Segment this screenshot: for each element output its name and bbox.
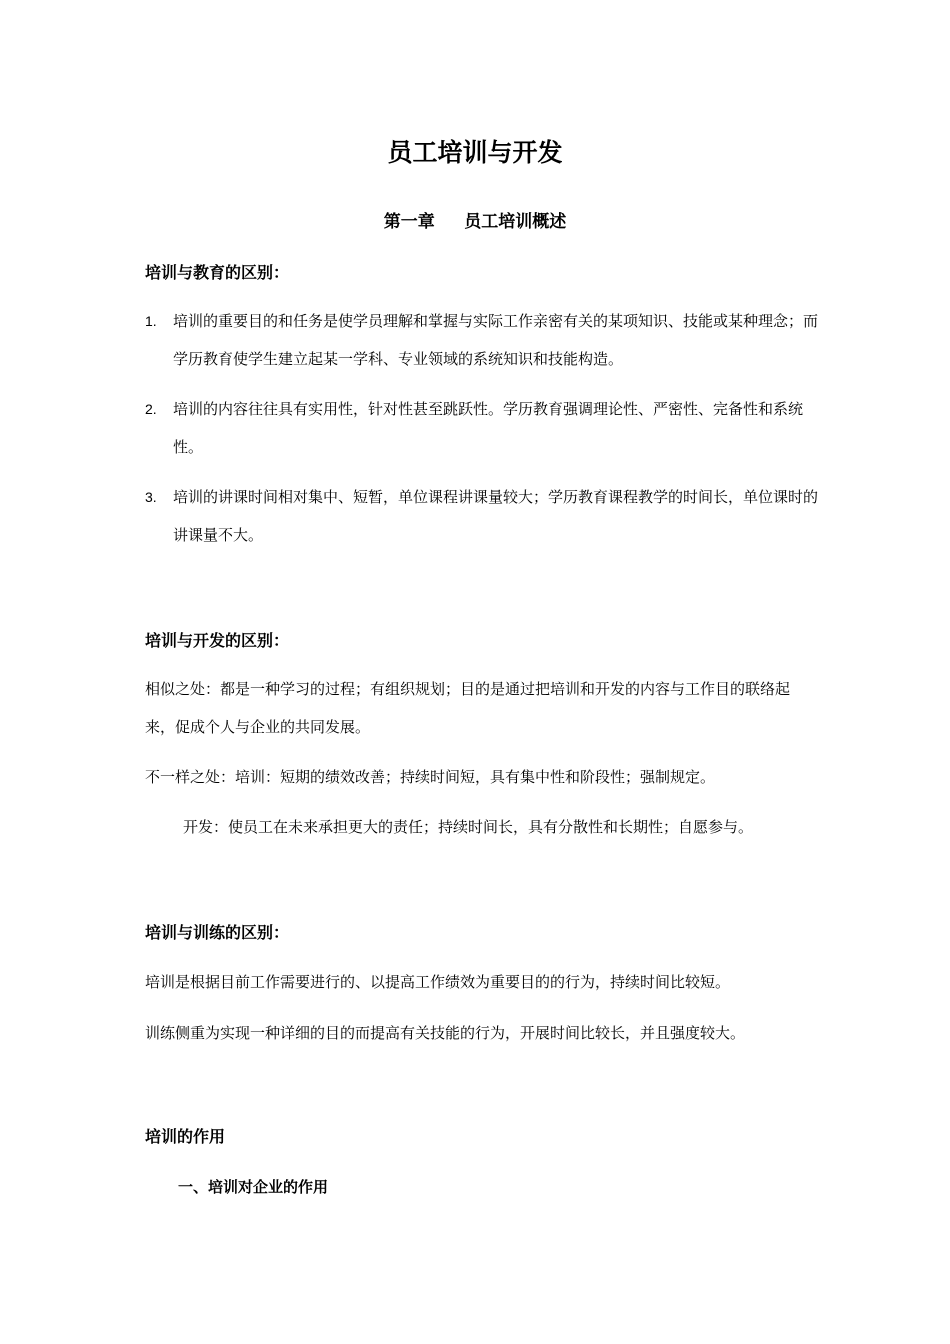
list-item-text: 培训的重要目的和任务是使学员理解和掌握与实际工作亲密有关的某项知识、技能或某种理念；而学历教育使学生建立起某一学科、专业领域的系统知识和技能构造。: [173, 312, 819, 368]
list-item: [145, 478, 820, 554]
list-item: [145, 390, 820, 466]
paragraph-training-definition: 培训是根据目前工作需要进行的、以提高工作绩效为重要目的的行为，持续时间比较短。: [145, 973, 731, 991]
section-heading-training-vs-drill: 培训与训练的区别：: [145, 923, 290, 942]
list-item-number: 1.: [145, 313, 157, 329]
list-item: [145, 302, 820, 378]
chapter-heading: 第一章 员工培训概述: [383, 212, 567, 232]
list-item-text: 培训的内容往往具有实用性，针对性甚至跳跃性。学历教育强调理论性、严密性、完备性和系统性。: [173, 400, 804, 456]
subheading-role-for-enterprise: 一、培训对企业的作用: [178, 1178, 329, 1196]
paragraph-similarities: 相似之处：都是一种学习的过程；有组织规划；目的是通过把培训和开发的内容与工作目的联络起来，促成个人与企业的共同发展。: [145, 680, 791, 736]
list-item-text: 培训的讲课时间相对集中、短暂，单位课程讲课量较大；学历教育课程教学的时间长，单位课时的讲课量不大。: [173, 488, 819, 544]
paragraph-development: 开发：使员工在未来承担更大的责任；持续时间长，具有分散性和长期性；自愿参与。: [183, 818, 754, 836]
list-item-number: 2.: [145, 401, 157, 417]
paragraph-drill-definition: 训练侧重为实现一种详细的目的而提高有关技能的行为，开展时间比较长，并且强度较大。: [145, 1024, 746, 1042]
list-item-number: 3.: [145, 489, 157, 505]
section-heading-training-role: 培训的作用: [145, 1127, 226, 1146]
section-heading-training-vs-development: 培训与开发的区别：: [145, 631, 290, 650]
paragraph-differences: 不一样之处：培训：短期的绩效改善；持续时间短，具有集中性和阶段性；强制规定。: [145, 768, 716, 786]
section-heading-training-vs-education: 培训与教育的区别：: [145, 263, 290, 282]
document-title: 员工培训与开发: [387, 138, 563, 167]
